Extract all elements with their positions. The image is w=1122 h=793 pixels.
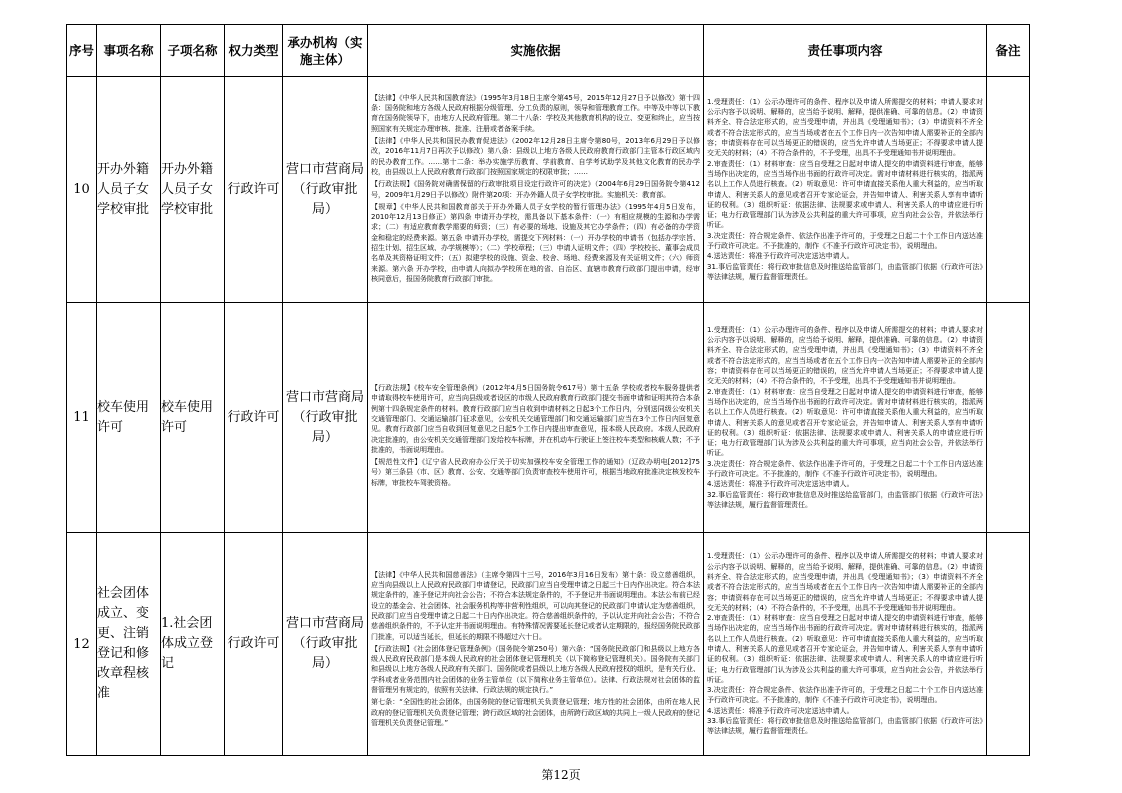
duty-paragraph: 32.事后监管责任：将行政审批信息及时推送给监管部门，由监管部门依据《行政许可法》等法律法规，履行监督管理责任。 xyxy=(707,490,983,509)
duty-paragraph: 3.决定责任：符合规定条件、依法作出准予许可的，于受理之日起二十个工作日内送达准予行政许可决定。不予批准的，制作《不准予行政许可决定书》，说明理由。 xyxy=(707,459,983,478)
basis-paragraph: 【法律】《中华人民共和国慈善法》（主席令第四十三号，2016年3月16日发布）第十条：设立慈善组织，应当向县级以上人民政府民政部门申请登记，民政部门应当自受理申请之日起三十日内作出决定。符合本法规定条件的，准予登记并向社会公告；不符合本法规定条件的，不予登记并书面说明理由。本法公布前已经设立的基金会、社会团体、社会服务机构等非营利性组织，可以向其登记的民政部门申请认定为慈善组织，民政部门应当自受理申请之日起二十日内作出决定。符合慈善组织条件的，予以认定并向社会公告；不符合慈善组织条件的，不予认定并书面说明理由。有特殊情况需要延长登记或者认定期限的，报经国务院民政部门批准，可以适当延长，但延长的期限不得超过六十日。 xyxy=(371,570,700,641)
basis-paragraph: 【行政法规】《国务院对确需保留的行政审批项目设定行政许可的决定》（2004年6月29日国务院令第412号，2009年1月29日予以修改）附件第20项：开办外籍人员子女学校审批。实施机关：教育部。 xyxy=(371,180,700,199)
row-basis xyxy=(368,533,704,756)
row-power-type: 行政许可 xyxy=(225,303,283,533)
row-org: 营口市营商局（行政审批局） xyxy=(283,303,368,533)
duty-paragraph: 31.事后监管责任：将行政审批信息及时推送给监管部门，由监管部门依据《行政许可法》等法律法规，履行监督管理责任。 xyxy=(707,262,983,281)
duty-paragraph: 33.事后监管责任：将行政审批信息及时推送给监管部门，由监管部门依据《行政许可法》等法律法规，履行监督管理责任。 xyxy=(707,717,983,736)
duty-paragraph: 4.送达责任：将准予行政许可决定送达申请人。 xyxy=(707,252,854,261)
row-remark xyxy=(987,303,1030,533)
basis-paragraph: 【法律】《中华人民共和国民办教育促进法》（2002年12月28日主席令第80号，2013年6月29日予以修改，2016年11月7日再次予以修改）第八条：县级以上地方各级人民政府教育行政部门主管本行政区域内的民办教育工作。……第十二条：举办实施学历教育、学前教育、自学考试助学及其他文化教育的民办学校，由县级以上人民政府教育行政部门按照国家规定的权限审批；…… xyxy=(371,137,700,176)
duty-paragraph: 2.审查责任：（1）材料审查：应当自受理之日起对申请人提交的申请资料进行审查，能够当场作出决定的，应当当场作出书面的行政许可决定。需对申请材料进行核实的，指派两名以上工作人员进行核查。（2）听取意见：许可申请直接关系他人重大利益的，应当听取申请人、利害关系人的意见或者召开专家论证会，并告知申请人、利害关系人享有申请听证的权利。（3）组织听证：依据法律、法规要求或申请人、利害关系人的申请应进行听证；电力行政管理部门认为涉及公共利益的重大许可事项，应当向社会公告，并依法举行听证。 xyxy=(707,614,983,684)
header-subitem: 子项名称 xyxy=(161,25,225,77)
basis-paragraph: 第七条：“全国性的社会团体，由国务院的登记管理机关负责登记管理；地方性的社会团体，由所在地人民政府的登记管理机关负责登记管理；跨行政区域的社会团体，由所跨行政区域的共同上一级人民政府的登记管理机关负责登记管理。” xyxy=(371,698,700,727)
row-no: 10 xyxy=(67,77,97,303)
basis-paragraph: 【规章】《中华人民共和国教育部关于开办外籍人员子女学校的暂行管理办法》（1995年4月5日发布，2010年12月13日修正）第四条 申请开办学校，需具备以下基本条件：（一）有相应规模的生源和办学需求；（二）有适应教育教学需要的师资；（三）有必要的场地、设施及其它办学条件；（四）有必备的办学资金和稳定的经费来源。第五条 申请开办学校，需提交下列材料：（一）开办学校的申请书（包括办学宗旨、招生计划、招生区域、办学规模等）；（二）学校章程；（三）申请人证明文件；（四）学校校长、董事会成员名单及其资格证明文件；（五）拟建学校的设施、资金、校舍、场地、经费来源及有关证明文件；（六）师资来源。第六条 开办学校，由申请人向拟办学校所在地的省、自治区、直辖市教育行政部门提出申请，经审核同意后，报国务院教育行政部门审批。 xyxy=(371,202,700,283)
row-org: 营口市营商局（行政审批局） xyxy=(283,533,368,756)
table-row xyxy=(67,533,1030,756)
header-remark: 备注 xyxy=(987,25,1030,77)
row-item-name: 校车使用许可 xyxy=(97,303,161,533)
duty-paragraph: 4.送达责任：将准予行政许可决定送达申请人。 xyxy=(707,480,854,489)
duty-paragraph: 3.决定责任：符合规定条件、依法作出准予许可的，于受理之日起二十个工作日内送达准予行政许可决定。不予批准的，制作《不准予行政许可决定书》，说明理由。 xyxy=(707,231,983,250)
row-duty xyxy=(704,77,987,303)
duty-paragraph: 2.审查责任：（1）材料审查：应当自受理之日起对申请人提交的申请资料进行审查，能够当场作出决定的，应当当场作出书面的行政许可决定。需对申请材料进行核实的，指派两名以上工作人员进行核查。（2）听取意见：许可申请直接关系他人重大利益的，应当听取申请人、利害关系人的意见或者召开专家论证会，并告知申请人、利害关系人享有申请听证的权利。（3）组织听证：依据法律、法规要求或申请人、利害关系人的申请应进行听证；电力行政管理部门认为涉及公共利益的重大许可事项，应当向社会公告，并依法举行听证。 xyxy=(707,387,983,458)
header-item: 事项名称 xyxy=(97,25,161,77)
row-basis xyxy=(368,303,704,533)
row-remark xyxy=(987,77,1030,303)
duty-paragraph: 1.受理责任：（1）公示办理许可的条件、程序以及申请人所需提交的材料；申请人要求对公示内容予以说明、解释的，应当给予说明、解释，提供准确、可靠的信息。（2）申请资料齐全、符合法定形式的，应当受理申请，并出具《受理通知书》；（3）申请资料不齐全或者不符合法定形式的，应当当场或者在五个工作日内一次告知申请人需要补正的全部内容；申请资料存在可以当场更正的错误的，应当允许申请人当场更正；不得要求申请人提交无关的材料；（4）不符合条件的，不予受理，出具不予受理通知书并说明理由。 xyxy=(707,325,983,386)
duty-paragraph: 2.审查责任：（1）材料审查：应当自受理之日起对申请人提交的申请资料进行审查，能够当场作出决定的，应当当场作出书面的行政许可决定。需对申请材料进行核实的，指派两名以上工作人员进行核查。（2）听取意见：许可申请直接关系他人重大利益的，应当听取申请人、利害关系人的意见或者召开专家论证会，并告知申请人、利害关系人享有申请听证的权利。（3）组织听证：依据法律、法规要求或申请人、利害关系人的申请应进行听证；电力行政管理部门认为涉及公共利益的重大许可事项，应当向社会公告，并依法举行听证。 xyxy=(707,159,983,230)
row-item-name: 社会团体成立、变更、注销登记和修改章程核准 xyxy=(97,533,161,756)
row-no: 12 xyxy=(67,533,97,756)
duty-paragraph: 1.受理责任：（1）公示办理许可的条件、程序以及申请人所需提交的材料；申请人要求对公示内容予以说明、解释的，应当给予说明、解释，提供准确、可靠的信息。（2）申请资料齐全、符合法定形式的，应当受理申请，并出具《受理通知书》；（3）申请资料不齐全或者不符合法定形式的，应当当场或者在五个工作日内一次告知申请人需要补正的全部内容；申请资料存在可以当场更正的错误的，应当允许申请人当场更正；不得要求申请人提交无关的材料；（4）不符合条件的，不予受理，出具不予受理通知书并说明理由。 xyxy=(707,97,983,158)
row-power-type: 行政许可 xyxy=(225,77,283,303)
basis-paragraph: 【规范性文件】《辽宁省人民政府办公厅关于切实加强校车安全管理工作的通知》（辽政办明电[2012]75号）第三条县（市、区）教育、公安、交通等部门负责审查校车使用许可，根据当地政府批准决定核发校车标牌，审批校车驾驶资格。 xyxy=(371,458,700,487)
page-number: 第12页 xyxy=(541,768,581,782)
duty-paragraph: 4.送达责任：将准予行政许可决定送达申请人。 xyxy=(707,706,854,715)
row-duty xyxy=(704,303,987,533)
row-duty xyxy=(704,533,987,756)
row-basis xyxy=(368,77,704,303)
row-subitem-name: 1.社会团体成立登记 xyxy=(161,533,225,756)
duty-paragraph: 3.决定责任：符合规定条件、依法作出准予许可的，于受理之日起二十个工作日内送达准予行政许可决定。不予批准的，制作《不准予行政许可决定书》，说明理由。 xyxy=(707,686,983,705)
header-duty: 责任事项内容 xyxy=(704,25,987,77)
row-org: 营口市营商局（行政审批局） xyxy=(283,77,368,303)
basis-paragraph: 【行政法规】《校车安全管理条例》（2012年4月5日国务院令617号）第十五条 学校或者校车服务提供者申请取得校车使用许可，应当向县级或者设区的市级人民政府教育行政部门提交书面申请和证明其符合本条例第十四条规定条件的材料。教育行政部门应当自收到申请材料之日起3个工作日内，分别送同级公安机关交通管理部门、交通运输部门征求意见，公安机关交通管理部门和交通运输部门应当在3个工作日内回复意见。教育行政部门应当自收到回复意见之日起5个工作日内提出审查意见，报本级人民政府。本级人民政府决定批准的，由公安机关交通管理部门发给校车标牌，并在机动车行驶证上签注校车类型和核载人数；不予批准的，书面说明理由。 xyxy=(371,384,700,454)
row-no: 11 xyxy=(67,303,97,533)
row-subitem-name: 校车使用许可 xyxy=(161,303,225,533)
header-basis: 实施依据 xyxy=(368,25,704,77)
row-power-type: 行政许可 xyxy=(225,533,283,756)
row-item-name: 开办外籍人员子女学校审批 xyxy=(97,77,161,303)
basis-paragraph: 【行政法规】《社会团体登记管理条例》（国务院令第250号）第六条：“国务院民政部门和县级以上地方各级人民政府民政部门是本级人民政府的社会团体登记管理机关（以下简称登记管理机关）。国务院有关部门和县级以上地方各级人民政府有关部门、国务院或者县级以上地方各级人民政府授权的组织，是有关行业、学科或者业务范围内社会团体的业务主管单位（以下简称业务主管单位）。法律、行政法规对社会团体的监督管理另有规定的，依照有关法律、行政法规的规定执行。” xyxy=(371,644,700,695)
header-org: 承办机构（实施主体） xyxy=(283,25,368,77)
table-header-row xyxy=(67,25,1030,77)
header-no: 序号 xyxy=(67,25,97,77)
basis-paragraph: 【法律】《中华人民共和国教育法》（1995年3月18日主席令第45号，2015年12月27日予以修改）第十四条：国务院和地方各级人民政府根据分级管理、分工负责的原则，领导和管理教育工作。中等及中等以下教育在国务院领导下，由地方人民政府管理。第二十八条：学校及其他教育机构的设立、变更和终止，应当按照国家有关规定办理审核、批准、注册或者备案手续。 xyxy=(371,93,700,133)
duty-paragraph: 1.受理责任：（1）公示办理许可的条件、程序以及申请人所需提交的材料；申请人要求对公示内容予以说明、解释的，应当给予说明、解释，提供准确、可靠的信息。（2）申请资料齐全、符合法定形式的，应当受理申请，并出具《受理通知书》；（3）申请资料不齐全或者不符合法定形式的，应当当场或者在五个工作日内一次告知申请人需要补正的全部内容；申请资料存在可以当场更正的错误的，应当允许申请人当场更正；不得要求申请人提交无关的材料；（4）不符合条件的，不予受理，出具不予受理通知书并说明理由。 xyxy=(707,552,983,612)
header-power-type: 权力类型 xyxy=(225,25,283,77)
table-row xyxy=(67,303,1030,533)
table-row xyxy=(67,77,1030,303)
row-subitem-name: 开办外籍人员子女学校审批 xyxy=(161,77,225,303)
permission-table xyxy=(66,24,1030,756)
row-remark xyxy=(987,533,1030,756)
